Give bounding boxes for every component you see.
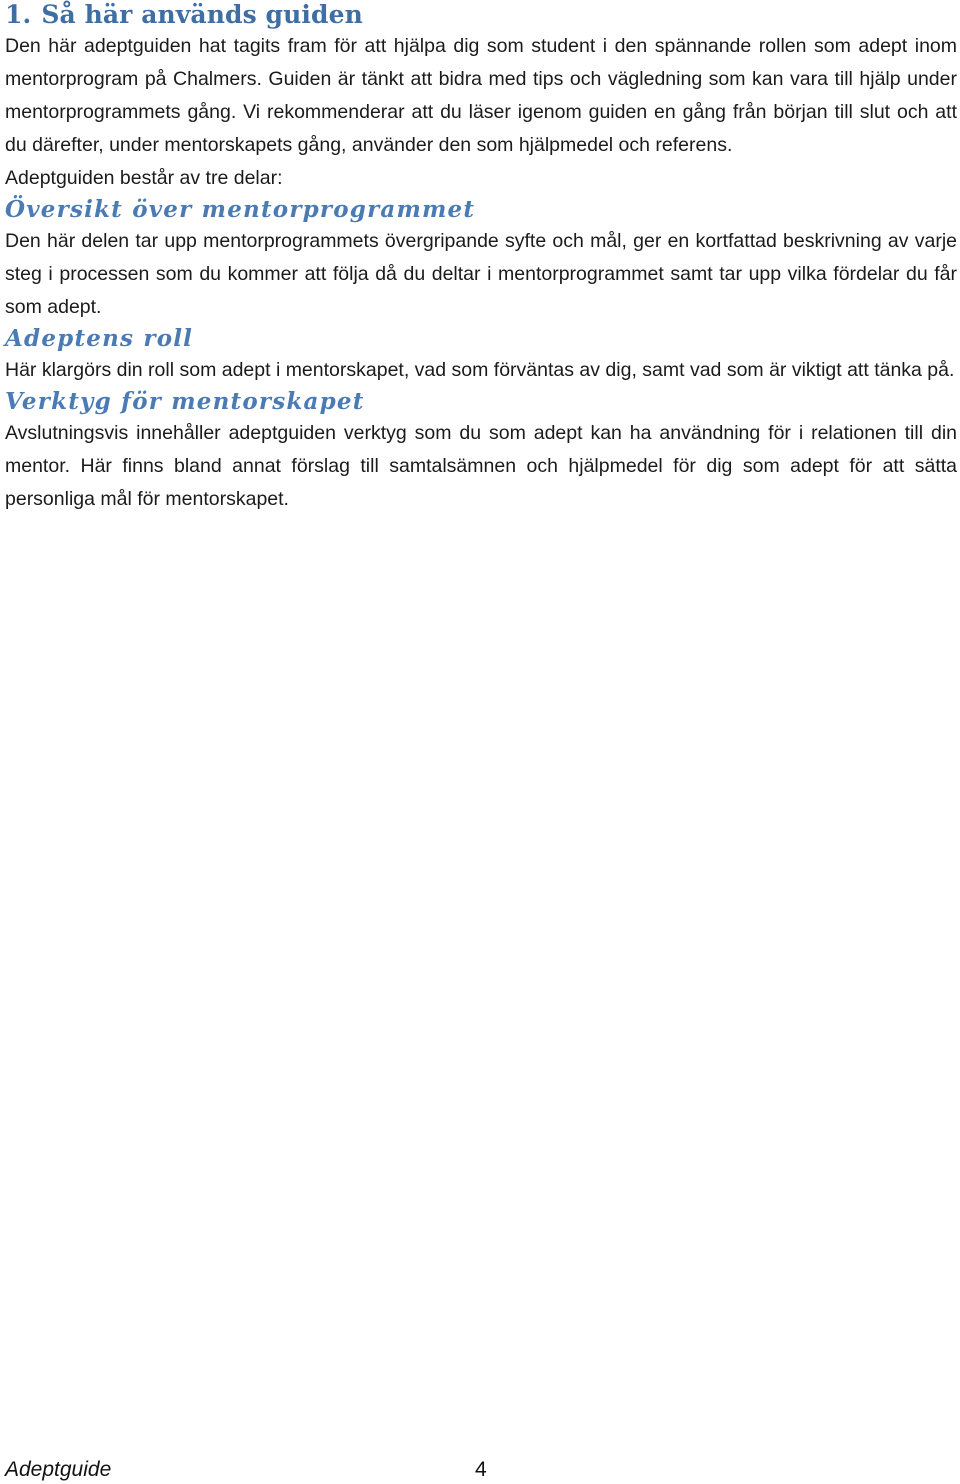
section-heading-tools: Verktyg för mentorskapet bbox=[5, 388, 365, 415]
lead-paragraph: Adeptguiden består av tre delar: bbox=[5, 167, 283, 189]
section-paragraph-overview: Den här delen tar upp mentorprogrammets övergripande syfte och mål, ger en kortfattad beskrivning av varje steg i processen som du kommer att följa då du deltar i mentorprogrammet samt tar upp vilka fördelar du får som adept. bbox=[5, 230, 957, 318]
section-heading-adept-role: Adeptens roll bbox=[5, 325, 194, 352]
section-heading-overview: Översikt över mentorprogrammet bbox=[5, 196, 476, 223]
document-page bbox=[5, 0, 957, 516]
intro-paragraph: Den här adeptguiden hat tagits fram för att hjälpa dig som student i den spännande rollen som adept inom mentorprogram på Chalmers. Guiden är tänkt att bidra med tips och vägledning som kan vara till hjälp under mentorprogrammets gång. Vi rekommenderar att du läser igenom guiden en gång från början till slut och att du därefter, under mentorskapets gång, använder den som hjälpmedel och referens. bbox=[5, 35, 957, 156]
section-paragraph-tools: Avslutningsvis innehåller adeptguiden verktyg som du som adept kan ha användning för i relationen till din mentor. Här finns bland annat förslag till samtalsämnen och hjälpmedel för dig som adept för att sätta personliga mål för mentorskapet. bbox=[5, 422, 957, 510]
footer-page-number: 4 bbox=[475, 1458, 487, 1481]
footer-document-name: Adeptguide bbox=[5, 1458, 112, 1481]
section-paragraph-adept-role: Här klargörs din roll som adept i mentorskapet, vad som förväntas av dig, samt vad som är viktigt att tänka på. bbox=[5, 359, 955, 381]
chapter-number: 1. bbox=[5, 0, 32, 29]
page-footer bbox=[5, 1456, 957, 1484]
chapter-title-text: Så här används guiden bbox=[41, 0, 363, 29]
chapter-title bbox=[5, 0, 957, 30]
